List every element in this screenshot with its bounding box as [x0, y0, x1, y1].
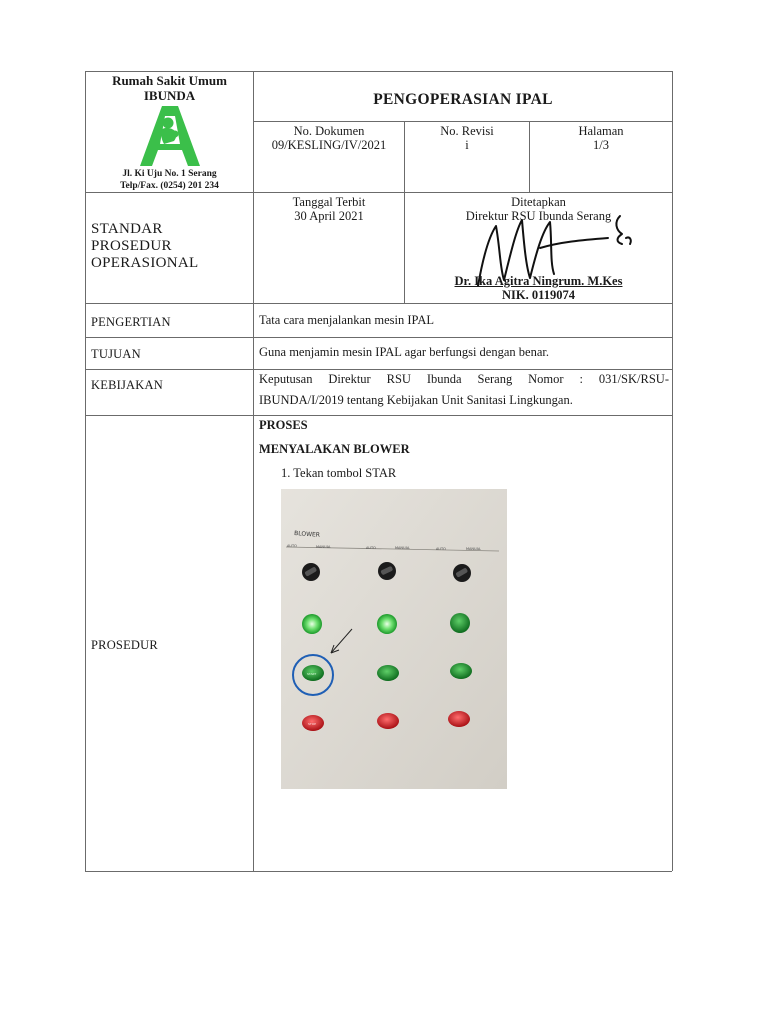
- tujuan-label: TUJUAN: [91, 347, 141, 361]
- pengertian-row-divider: [85, 337, 672, 338]
- revision-label: No. Revisi: [440, 124, 494, 138]
- hospital-logo-icon: [138, 104, 202, 168]
- table-border-right: [672, 71, 673, 871]
- approver-block: [405, 274, 672, 302]
- proses-heading: PROSES: [259, 418, 308, 432]
- blower-panel-photo: [281, 489, 507, 789]
- document-title: PENGOPERASIAN IPAL: [373, 91, 553, 108]
- stop-label: STOP: [308, 722, 316, 726]
- revision-value: i: [465, 138, 469, 152]
- title-row-divider: [253, 121, 672, 122]
- tujuan-text: Guna menjamin mesin IPAL agar berfungsi dengan benar.: [259, 345, 549, 359]
- address-line2: Telp/Fax. (0254) 201 234: [120, 181, 219, 191]
- doc-number-label: No. Dokumen: [293, 124, 365, 138]
- kebijakan-line2: IBUNDA/I/2019 tentang Kebijakan Unit Sanitasi Lingkungan.: [259, 393, 573, 407]
- kebijakan-row-divider: [85, 415, 672, 416]
- kebijakan-label: KEBIJAKAN: [91, 378, 163, 392]
- switch-label-3: AUTO: [366, 546, 376, 550]
- doc-number-cell: [254, 124, 404, 152]
- switch-label-2: MANUAL: [316, 545, 331, 549]
- header-row-divider: [85, 192, 672, 193]
- panel-label: BLOWER: [293, 530, 321, 539]
- sop-row-divider: [85, 303, 672, 304]
- page-value: 1/3: [593, 138, 609, 152]
- label-column-divider: [253, 71, 254, 871]
- blower-heading: MENYALAKAN BLOWER: [259, 442, 410, 456]
- switch-label-4: MANUAL: [395, 546, 410, 550]
- approved-label: Ditetapkan: [511, 195, 566, 209]
- sop-label: [91, 221, 198, 272]
- switch-label-6: MANUAL: [466, 547, 481, 551]
- start-label: START: [307, 672, 317, 676]
- kebijakan-text: [259, 372, 669, 408]
- approver-nik: NIK. 0119074: [502, 288, 575, 302]
- switch-label-1: AUTO: [287, 544, 297, 548]
- tujuan-row-divider: [85, 369, 672, 370]
- sop-line2: PROSEDUR: [91, 238, 172, 254]
- revision-cell: [405, 124, 529, 152]
- doc-number-value: 09/KESLING/IV/2021: [271, 138, 387, 152]
- pengertian-text: Tata cara menjalankan mesin IPAL: [259, 313, 434, 327]
- step-1-text: 1. Tekan tombol STAR: [281, 466, 397, 480]
- address-line1: Jl. Ki Uju No. 1 Serang: [122, 169, 217, 179]
- page-cell: [530, 124, 672, 152]
- kebijakan-line1: Keputusan Direktur RSU Ibunda Serang Nomor : 031/SK/RSU-: [259, 372, 669, 386]
- table-border-top: [85, 71, 672, 72]
- sop-line1: STANDAR: [91, 221, 163, 237]
- sop-line3: OPERASIONAL: [91, 255, 199, 271]
- hospital-name-line2: IBUNDA: [143, 88, 196, 103]
- issue-date-value: 30 April 2021: [294, 209, 364, 223]
- page-label: Halaman: [578, 124, 624, 138]
- prosedur-label: PROSEDUR: [91, 638, 158, 652]
- switch-label-5: AUTO: [436, 547, 446, 551]
- hospital-name: [86, 73, 253, 103]
- issue-date-cell: [254, 195, 404, 223]
- approver-name: Dr. Ika Agitra Ningrum. M.Kes: [454, 274, 623, 288]
- approver-title: Direktur RSU Ibunda Serang: [465, 209, 612, 223]
- issue-date-label: Tanggal Terbit: [292, 195, 366, 209]
- table-border-bottom: [85, 871, 672, 872]
- hospital-name-line1: Rumah Sakit Umum: [112, 73, 227, 88]
- panel-drawing: [281, 489, 507, 789]
- hospital-address: [86, 168, 253, 192]
- pengertian-label: PENGERTIAN: [91, 315, 171, 329]
